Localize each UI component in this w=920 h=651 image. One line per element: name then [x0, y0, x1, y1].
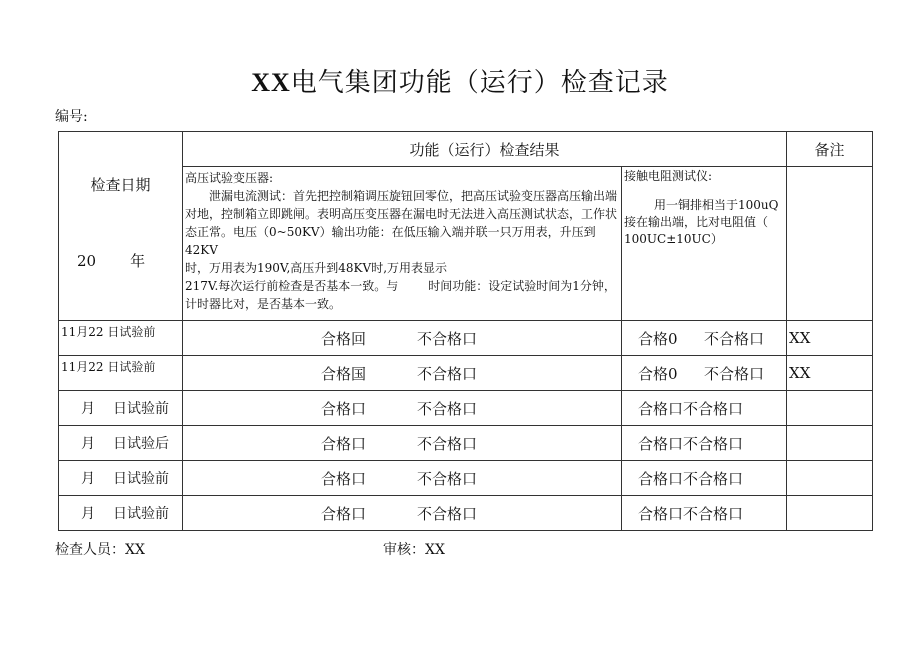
year-number: 20 — [77, 252, 97, 270]
date-suffix: 日试验前 — [113, 471, 169, 487]
table-row — [59, 461, 873, 496]
contact-fail-checkbox[interactable]: 不合格口 — [704, 364, 765, 383]
date-month: 月 — [81, 436, 95, 452]
date-month: 月 — [81, 471, 95, 487]
hv-pass-checkbox[interactable]: 合格口 — [321, 399, 367, 418]
remark-header: 备注 — [787, 132, 873, 167]
contact-result — [622, 391, 787, 426]
date-suffix: 日试验前 — [113, 401, 169, 417]
hv-fail-checkbox[interactable]: 不合格口 — [417, 399, 478, 418]
inspection-table — [58, 131, 873, 531]
contact-fail-checkbox[interactable]: 不合格口 — [683, 399, 744, 418]
hv-test-line: 态正常。电压（0~50KV）输出功能：在低压输入端并联一只万用表，升压到42KV — [185, 225, 596, 257]
contact-test-description — [622, 167, 787, 321]
inspector-name: XX — [125, 542, 145, 558]
hv-test-line: 计时器比对，是否基本一致。 — [185, 297, 342, 311]
hv-test-line — [185, 277, 619, 295]
contact-fail-checkbox[interactable]: 不合格口 — [683, 434, 744, 453]
contact-pass-checkbox[interactable]: 合格0 — [638, 329, 678, 348]
contact-pass-checkbox[interactable]: 合格0 — [638, 364, 678, 383]
year-field — [77, 250, 145, 271]
hv-pass-checkbox[interactable]: 合格国 — [321, 364, 367, 383]
table-row — [59, 321, 873, 356]
row-date — [59, 391, 183, 426]
hv-pass-checkbox[interactable]: 合格口 — [321, 504, 367, 523]
contact-result — [622, 356, 787, 391]
contact-test-title: 接触电阻测试仪: — [624, 169, 713, 183]
contact-result — [622, 461, 787, 496]
contact-pass-checkbox[interactable]: 合格口 — [638, 434, 684, 453]
row-remark — [787, 496, 873, 531]
contact-fail-checkbox[interactable]: 不合格口 — [704, 329, 765, 348]
hv-fail-checkbox[interactable]: 不合格口 — [417, 469, 478, 488]
hv-result — [183, 321, 622, 356]
hv-test-line: 对地，控制箱立即跳闸。表明高压变压器在漏电时无法进入高压测试状态，工作状 — [185, 207, 618, 221]
date-header-label: 检查日期 — [90, 176, 151, 194]
row-date — [59, 461, 183, 496]
hv-result — [183, 496, 622, 531]
contact-result — [622, 321, 787, 356]
inspector-field — [55, 539, 145, 559]
contact-fail-checkbox[interactable]: 不合格口 — [683, 469, 744, 488]
table-row — [59, 391, 873, 426]
result-header: 功能（运行）检查结果 — [183, 132, 787, 167]
row-date — [59, 321, 183, 356]
reviewer-name: XX — [425, 542, 445, 558]
table-row — [59, 496, 873, 531]
row-remark: XX — [787, 321, 873, 356]
title-prefix: XX — [251, 68, 291, 97]
hv-test-title: 高压试验变压器: — [185, 171, 274, 185]
date-suffix: 日试验前 — [113, 506, 169, 522]
year-unit: 年 — [130, 252, 146, 270]
hv-test-line-part: 217V.每次运行前检查是否基本一致。与 — [185, 279, 399, 293]
row-remark — [787, 391, 873, 426]
hv-result — [183, 461, 622, 496]
row-date — [59, 356, 183, 391]
row-remark: XX — [787, 356, 873, 391]
page-title — [0, 62, 920, 99]
inspector-label: 检查人员： — [55, 542, 125, 558]
date-month: 月 — [81, 506, 95, 522]
hv-pass-checkbox[interactable]: 合格口 — [321, 434, 367, 453]
title-text: 电气集团功能（运行）检查记录 — [290, 68, 669, 98]
reviewer-label: 审核： — [383, 542, 425, 558]
hv-fail-checkbox[interactable]: 不合格口 — [417, 329, 478, 348]
hv-result — [183, 391, 622, 426]
row-date — [59, 496, 183, 531]
row-date — [59, 426, 183, 461]
hv-pass-checkbox[interactable]: 合格口 — [321, 469, 367, 488]
date-header-cell — [59, 132, 183, 321]
date-suffix: 日试验后 — [113, 436, 169, 452]
hv-result — [183, 426, 622, 461]
date-suffix: 日试验前 — [107, 325, 156, 339]
date-month-day: 11月22 — [61, 325, 104, 339]
contact-result — [622, 426, 787, 461]
contact-fail-checkbox[interactable]: 不合格口 — [683, 504, 744, 523]
reviewer-field — [383, 539, 445, 559]
contact-test-line: 用一铜排相当于100uQ — [654, 198, 779, 212]
date-month: 月 — [81, 401, 95, 417]
hv-pass-checkbox[interactable]: 合格回 — [321, 329, 367, 348]
hv-test-line: 时，万用表为190V,高压升到48KV时,万用表显示 — [185, 261, 448, 275]
table-row — [59, 426, 873, 461]
contact-pass-checkbox[interactable]: 合格口 — [638, 469, 684, 488]
contact-test-line: 100UC±10UC） — [624, 232, 723, 246]
serial-label: 编号: — [55, 109, 88, 125]
date-month-day: 11月22 — [61, 360, 104, 374]
hv-fail-checkbox[interactable]: 不合格口 — [417, 364, 478, 383]
contact-test-line: 接在输出端，比对电阻值（ — [624, 215, 769, 229]
contact-pass-checkbox[interactable]: 合格口 — [638, 399, 684, 418]
hv-test-description — [183, 167, 622, 321]
hv-result — [183, 356, 622, 391]
row-remark — [787, 426, 873, 461]
hv-test-line-part: 时间功能：设定试验时间为1分钟， — [428, 279, 616, 293]
hv-fail-checkbox[interactable]: 不合格口 — [417, 504, 478, 523]
remark-cell — [787, 167, 873, 321]
contact-pass-checkbox[interactable]: 合格口 — [638, 504, 684, 523]
date-suffix: 日试验前 — [107, 360, 156, 374]
hv-test-line: 泄漏电流测试：首先把控制箱调压旋钮回零位，把高压试验变压器高压输出端 — [209, 189, 618, 203]
row-remark — [787, 461, 873, 496]
contact-result — [622, 496, 787, 531]
table-row — [59, 356, 873, 391]
hv-fail-checkbox[interactable]: 不合格口 — [417, 434, 478, 453]
